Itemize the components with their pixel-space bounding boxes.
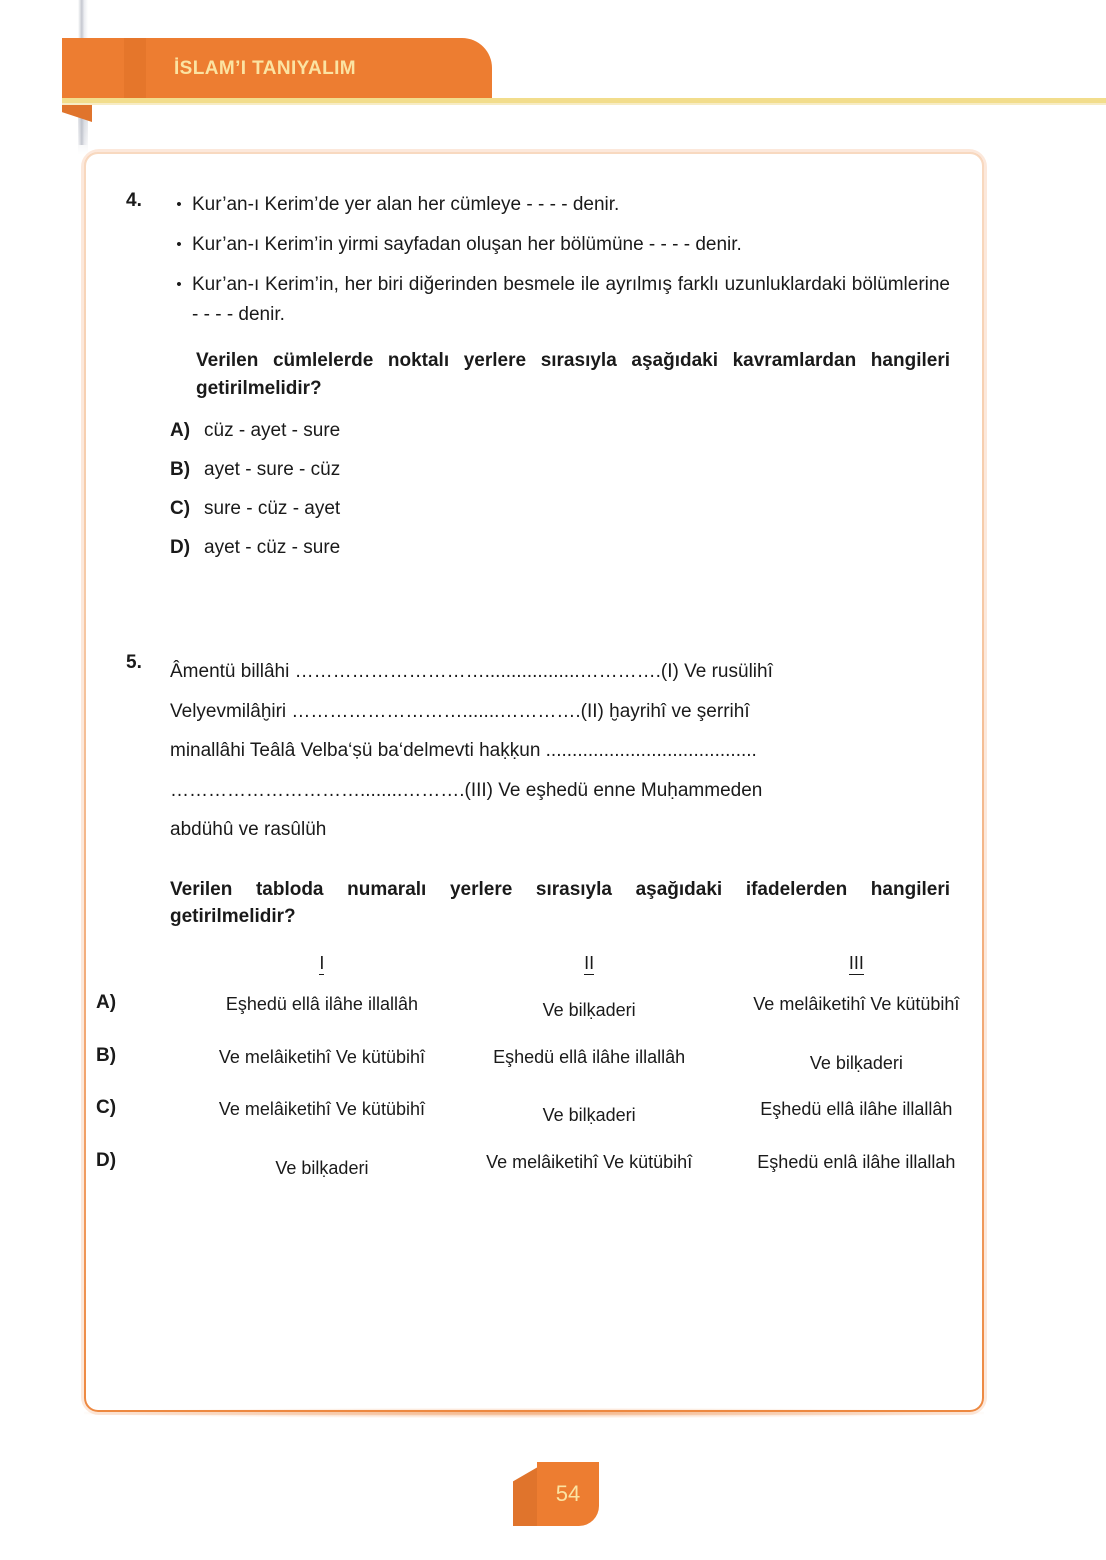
question-4-number: 4. — [126, 190, 142, 211]
table-header-col-2 — [456, 953, 723, 986]
choice-text: ayet - sure - cüz — [204, 458, 341, 480]
choice-text: cüz - ayet - sure — [204, 420, 341, 442]
table-cell: Eşhedü ellâ ilâhe illallâh — [493, 1046, 686, 1067]
question-4-bullet-list — [166, 190, 950, 331]
table-cell: Eşhedü ellâ ilâhe illallâh — [225, 993, 418, 1014]
choice-option-b[interactable] — [170, 459, 982, 482]
questions-content-box — [84, 152, 984, 1412]
table-header-blank — [94, 953, 188, 986]
choice-text: sure - cüz - ayet — [204, 497, 341, 519]
choice-option-d[interactable] — [170, 537, 982, 560]
content-box-bottom-glow — [84, 1408, 984, 1418]
question-5-number: 5. — [126, 652, 142, 673]
list-item — [166, 230, 950, 261]
choice-letter: A) — [170, 420, 191, 442]
table-header-col-1-label: I — [319, 952, 325, 973]
questions-content-inner — [86, 154, 982, 1410]
table-row[interactable] — [94, 986, 990, 1039]
table-header-col-3 — [723, 953, 990, 986]
table-row-letter: A) — [96, 991, 117, 1013]
question-5-passage — [170, 652, 950, 850]
table-cell: Ve bilḳaderi — [542, 999, 636, 1020]
passage-line: Velyevmilâḫiri ……………………….......………….(II) ḫayrihî ve şerrihî — [170, 700, 750, 722]
passage-line: abdühû ve rasûlüh — [170, 819, 327, 841]
table-row[interactable] — [94, 1091, 990, 1144]
table-row[interactable] — [94, 1144, 990, 1197]
table-row-letter: B) — [96, 1044, 117, 1066]
chapter-title: İSLAM’I TANIYALIM — [174, 58, 357, 79]
passage-line: minallâhi Teâlâ Velba‘ṣü ba‘delmevti haḳḳun ........................................ — [170, 740, 757, 762]
table-cell: Eşhedü enlâ ilâhe illallah — [757, 1152, 956, 1173]
table-row[interactable] — [94, 1039, 990, 1092]
list-item — [166, 190, 950, 221]
bullet-dot-icon: • — [176, 235, 182, 253]
bullet-dot-icon: • — [176, 275, 182, 293]
question-5-options-table — [94, 953, 990, 1197]
table-cell: Ve bilḳaderi — [542, 1105, 636, 1126]
choice-letter: C) — [170, 497, 191, 519]
list-item-text: Kur’an-ı Kerim’in yirmi sayfadan oluşan her bölümüne - - - - denir. — [192, 233, 742, 255]
question-5-prompt: Verilen tabloda numaralı yerlere sırasıyla aşağıdaki ifadelerden hangileri getirilmelidir? — [170, 878, 950, 928]
choice-option-c[interactable] — [170, 498, 982, 521]
table-header-col-3-label: III — [848, 952, 864, 973]
table-header-col-1 — [188, 953, 455, 986]
choice-option-a[interactable] — [170, 420, 982, 443]
choice-letter: B) — [170, 458, 191, 480]
table-cell: Ve melâiketihî Ve kütübihî — [753, 993, 960, 1014]
table-cell: Eşhedü ellâ ilâhe illallâh — [760, 1099, 953, 1120]
passage-line: Âmentü billâhi …………………………..................………….(I) Ve rusülihî — [170, 661, 773, 682]
chapter-header-banner-body — [62, 38, 492, 100]
table-cell: Ve bilḳaderi — [809, 1052, 903, 1073]
table-cell: Ve melâiketihî Ve kütübihî — [218, 1046, 425, 1067]
question-4-prompt: Verilen cümlelerde noktalı yerlere sırasıyla aşağıdaki kavramlardan hangileri getirilmelidir? — [196, 350, 950, 399]
table-header-col-2-label: II — [584, 952, 595, 973]
list-item — [166, 270, 950, 332]
question-4-choices — [170, 420, 982, 559]
banner-left-accent — [124, 38, 146, 100]
choice-letter: D) — [170, 536, 191, 558]
table-header-row — [94, 953, 990, 986]
list-item-text: Kur’an-ı Kerim’de yer alan her cümleye - - - - denir. — [192, 194, 620, 215]
header-gold-rule-soft — [62, 103, 1106, 105]
list-item-text: Kur’an-ı Kerim’in, her biri diğerinden besmele ile ayrılmış farklı uzunluklardaki bölümlerine - - - - denir. — [192, 273, 950, 326]
question-4 — [86, 190, 982, 575]
table-row-letter: C) — [96, 1097, 117, 1119]
table-row-letter: D) — [96, 1150, 117, 1172]
chapter-header-banner — [0, 38, 492, 100]
passage-line: …………………………........……….(III) Ve eşhedü enne Muḥammeden — [170, 779, 763, 801]
question-5 — [86, 652, 982, 1197]
page-number: 54 — [555, 1481, 581, 1506]
bullet-dot-icon: • — [176, 196, 182, 213]
table-cell: Ve bilḳaderi — [275, 1158, 369, 1179]
choice-text: ayet - cüz - sure — [204, 536, 341, 558]
table-cell: Ve melâiketihî Ve kütübihî — [486, 1152, 693, 1173]
table-cell: Ve melâiketihî Ve kütübihî — [218, 1099, 425, 1120]
page-number-tab — [537, 1462, 599, 1526]
